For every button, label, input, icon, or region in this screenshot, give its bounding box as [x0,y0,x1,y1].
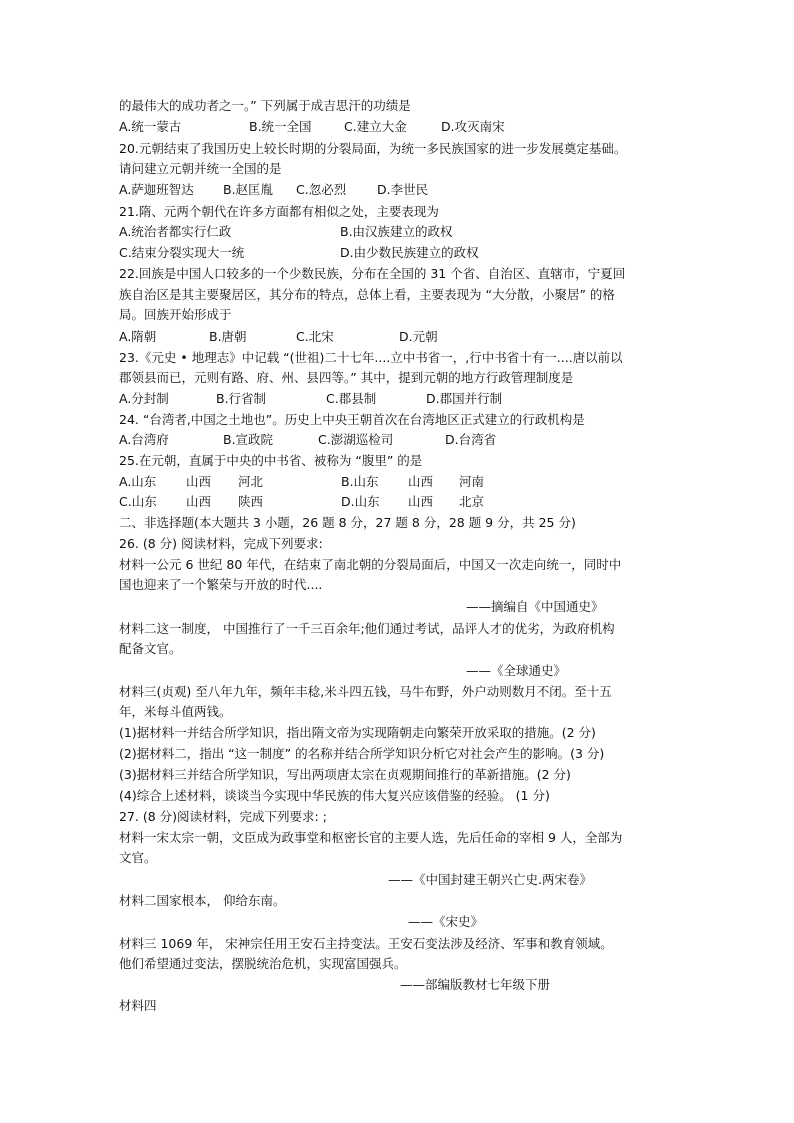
q25-option-c-3: 陕西 [238,494,264,509]
q20-stem-2: 请问建立元朝并统一全国的是 [119,161,282,176]
q22-stem-1: 22.回族是中国人口较多的一个少数民族，分布在全国的 31 个省、自治区、直辖市，宁夏回 [119,266,626,281]
q26-material-3-line-2: 年，米每斗值两钱。 [119,704,232,719]
q26-material-2-line-2: 配备文官。 [119,641,182,656]
q25-option-d-1: D.山东 [341,494,380,509]
q20-option-b: B.赵匡胤 [223,182,274,197]
q21-option-d: D.由少数民族建立的政权 [340,245,479,260]
q25-option-a-2: 山西 [186,474,212,489]
q24-option-b: B.宣政院 [223,432,274,447]
q21-stem: 21.隋、元两个朝代在许多方面都有相似之处，主要表现为 [119,204,439,219]
q26-part-3: (3)据材料三并结合所学知识，写出两项唐太宗在贞观期间推行的革新措施。(2 分) [119,767,571,782]
q19-option-d: D.攻灭南宋 [441,119,505,134]
q25-option-b-1: B.山东 [341,474,379,489]
q21-option-b: B.由汉族建立的政权 [340,224,453,239]
q19-option-b: B.统一全国 [249,119,312,134]
q20-option-c: C.忽必烈 [296,182,347,197]
q22-stem-2: 族自治区是其主要聚居区，其分布的特点，总体上看，主要表现为 “大分散，小聚居” 的格 [119,287,615,302]
q26-material-3-line-1: 材料三(贞观) 至八年九年，频年丰稔,米斗四五钱，马牛布野，外户动则数月不闭。至十五 [119,684,612,699]
q26-stem: 26. (8 分) 阅读材料，完成下列要求: [119,536,323,551]
q24-stem: 24. “台湾者,中国之土地也”。历史上中央王朝首次在台湾地区正式建立的行政机构是 [119,412,585,427]
q25-option-a-3: 河北 [238,474,264,489]
q22-option-b: B.唐朝 [209,329,247,344]
q23-stem-1: 23.《元史 • 地理志》中记载 “(世祖)二十七年....立中书省一，,行中书省十有一....唐以前以 [119,350,623,365]
q26-material-1-source: ——摘编自《中国通史》 [466,599,604,614]
q22-stem-3: 局。回族开始形成于 [119,307,232,322]
q19-stem-tail: 的最伟大的成功者之一。” 下列属于成吉思汗的功绩是 [119,98,411,113]
q27-material-3-source: ——部编版教材七年级下册 [400,977,551,992]
q26-part-2: (2)据材料二，指出 “这一制度” 的名称并结合所学知识分析它对社会产生的影响。(3 分) [119,746,605,761]
q27-material-2-source: ——《宋史》 [408,914,484,929]
q20-option-a: A.萨迦班智达 [119,182,194,197]
q22-option-a: A.隋朝 [119,329,157,344]
q25-option-b-2: 山西 [408,474,434,489]
q27-material-3-line-2: 他们希望通过变法，摆脱统治危机，实现富国强兵。 [119,956,407,971]
q25-option-d-3: 北京 [459,494,485,509]
q22-option-c: C.北宋 [296,329,334,344]
q24-option-c: C.澎湖巡检司 [318,432,394,447]
q23-option-b: B.行省制 [216,391,267,406]
q24-option-d: D.台湾省 [445,432,497,447]
q25-stem: 25.在元朝，直属于中央的中书省、被称为 “腹里” 的是 [119,453,423,468]
q27-stem: 27. (8 分)阅读材料，完成下列要求: ; [119,809,327,824]
q26-material-2-source: ——《全球通史》 [466,663,567,678]
q26-material-1-line-1: 材料一公元 6 世纪 80 年代，在结束了南北朝的分裂局面后，中国又一次走向统一，同时中 [119,557,622,572]
q22-option-d: D.元朝 [399,329,438,344]
q23-option-d: D.郡国并行制 [426,391,503,406]
q25-option-a-1: A.山东 [119,474,157,489]
q26-material-1-line-2: 国也迎来了一个繁荣与开放的时代.... [119,577,323,592]
q26-material-2-line-1: 材料二这一制度， 中国推行了一千三百余年;他们通过考试，品评人才的优劣，为政府机构 [119,621,615,636]
q20-option-d: D.李世民 [377,182,429,197]
q27-material-3-line-1: 材料三 1069 年， 宋神宗任用王安石主持变法。王安石变法涉及经济、军事和教育领域。 [119,936,613,951]
q21-option-c: C.结束分裂实现大一统 [119,245,245,260]
section-2-heading: 二、非选择题(本大题共 3 小题，26 题 8 分，27 题 8 分，28 题 9 分，共 25 分) [119,515,576,530]
q27-material-1-source: ——《中国封建王朝兴亡史.两宋卷》 [388,872,592,887]
q23-option-a: A.分封制 [119,391,169,406]
q19-option-c: C.建立大金 [344,119,407,134]
q20-stem-1: 20.元朝结束了我国历史上较长时期的分裂局面，为统一多民族国家的进一步发展奠定基础。 [119,141,627,156]
q25-option-b-3: 河南 [459,474,485,489]
q26-part-1: (1)据材料一并结合所学知识，指出隋文帝为实现隋朝走向繁荣开放采取的措施。(2 分) [119,725,596,740]
q25-option-d-2: 山西 [408,494,434,509]
q27-material-2: 材料二国家根本， 仰给东南。 [119,893,286,908]
q23-option-c: C.郡县制 [326,391,377,406]
q21-option-a: A.统治者都实行仁政 [119,224,232,239]
q25-option-c-1: C.山东 [119,494,157,509]
q25-option-c-2: 山西 [186,494,212,509]
q19-option-a: A.统一蒙古 [119,119,182,134]
q24-option-a: A.台湾府 [119,432,169,447]
q23-stem-2: 郡领县而已，元则有路、府、州、县四等。” 其中，提到元朝的地方行政管理制度是 [119,370,574,385]
q27-material-4-label: 材料四 [119,998,157,1013]
q26-part-4: (4)综合上述材料，谈谈当今实现中华民族的伟大复兴应该借鉴的经验。 (1 分) [119,788,550,803]
q27-material-1-line-2: 文官。 [119,850,157,865]
q27-material-1-line-1: 材料一宋太宗一朝，文臣成为政事堂和枢密长官的主要人选，先后任命的宰相 9 人，全部为 [119,830,623,845]
